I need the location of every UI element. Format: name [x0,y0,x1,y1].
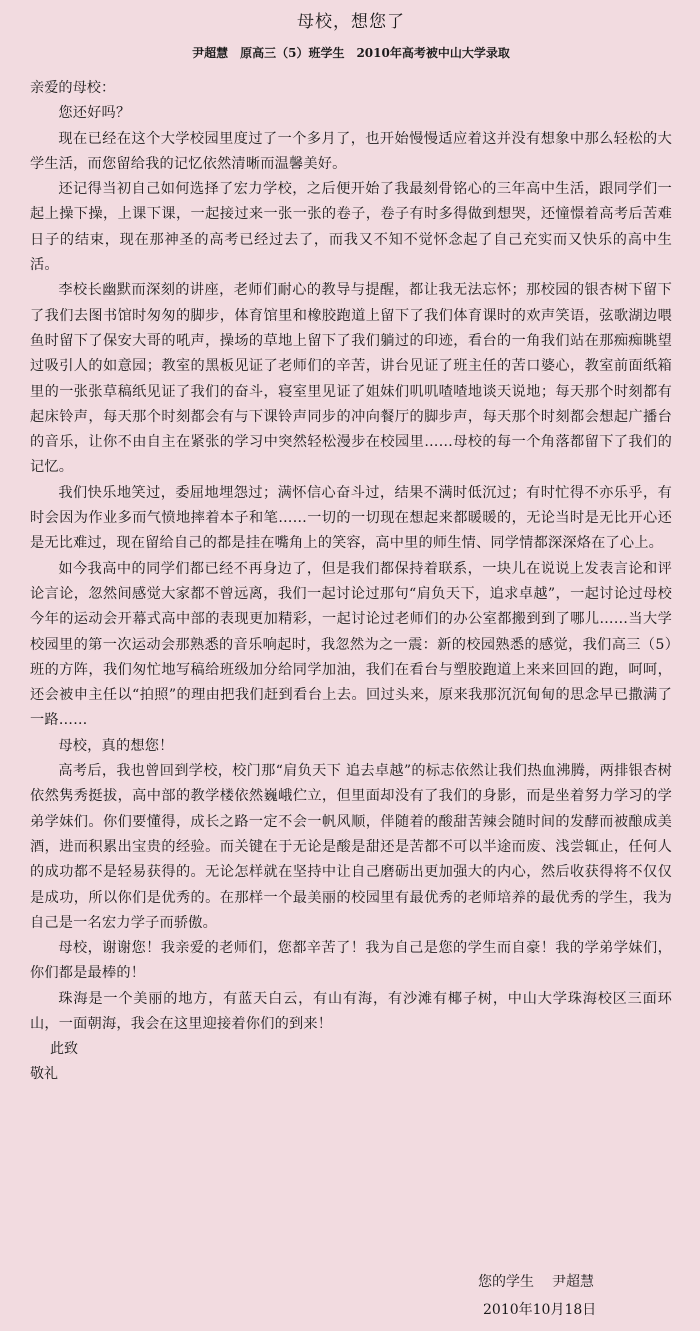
author-info: 尹超慧 原高三（5）班学生 2010年高考被中山大学录取 [192,46,510,60]
paragraph-7: 母校，真的想您！ [58,737,174,754]
closing-line-2: 敬礼 [30,1066,58,1083]
paragraph-5: 我们快乐地笑过，委屈地埋怨过；满怀信心奋斗过，结果不满时低沉过；有时忙得不亦乐乎，有时会因为作业多而气愤地摔着本子和笔……一切的一切现在想起来都暖暖的，无论当时是无比开心还是无比难过，现在留给自己的都是挂在嘴角上的笑容，高中里的师生情、同学情都深深烙在了心上。 [30,484,672,552]
paragraph-6: 如今我高中的同学们都已经不再身边了，但是我们都保持着联系，一块儿在说说上发表言论和评论言论，忽然间感觉大家都不曾远离，我们一起讨论过那句“肩负天下，追求卓越”，一起讨论过母校今年的运动会开幕式高中部的表现更加精彩，一起讨论过老师们的办公室都搬到到了哪儿……当大学校园里的第一次运动会那熟悉的音乐响起时，我忽然为之一震：新的校园熟悉的感觉，我们高三（5）班的方阵，我们匆忙地写稿给班级加分给同学加油，我们在看台与塑胶跑道上来来回回的跑，呵呵，还会被申主任以“拍照”的理由把我们赶到看台上去。回过头来，原来我那沉沉甸甸的思念早已撒满了一路…… [30,560,672,729]
letter-date: 2010年10月18日 [483,1302,597,1318]
salutation: 亲爱的母校： [30,80,116,96]
letter-title: 母校，想您了 [297,12,405,32]
paragraph-3: 还记得当初自己如何选择了宏力学校，之后便开始了我最刻骨铭心的三年高中生活，跟同学们一起上操下操，上课下课，一起接过来一张一张的卷子，卷子有时多得做到想哭，还憧憬着高考后苦难日子的结束，现在那神圣的高考已经过去了，而我又不知不觉怀念起了自己充实而又快乐的高中生活。 [30,181,672,274]
paragraph-9: 母校，谢谢您！我亲爱的老师们，您都辛苦了！我为自己是您的学生而自豪！我的学弟学妹们，你们都是最棒的！ [30,940,672,982]
closing-line-1: 此致 [50,1041,78,1058]
signature [478,1272,594,1292]
paragraph-1: 您还好吗？ [58,105,131,122]
paragraph-8: 高考后，我也曾回到学校，校门那“肩负天下 追去卓越”的标志依然让我们热血沸腾，两排银杏树依然隽秀挺拔，高中部的教学楼依然巍峨伫立，但里面却没有了我们的身影，而是坐着努力学习的学弟学妹们。你们要懂得，成长之路一定不会一帆风顺，伴随着的酸甜苦辣会随时间的发酵而被酿成美酒，进而积累出宝贵的经验。而关键在于无论是酸是甜还是苦都不可以半途而废、浅尝辄止，任何人的成功都不是轻易获得的。无论怎样就在坚持中让自己磨砺出更加强大的内心，然后收获得将不仅仅是成功，所以你们是优秀的。在那样一个最美丽的校园里有最优秀的老师培养的最优秀的学生，我为自己是一名宏力学子而骄傲。 [30,763,672,931]
signature-name: 尹超慧 [552,1274,594,1290]
paragraph-4: 李校长幽默而深刻的讲座，老师们耐心的教导与提醒，都让我无法忘怀；那校园的银杏树下留下了我们去图书馆时匆匆的脚步，体育馆里和橡胶跑道上留下了我们体育课时的欢声笑语，弦歌湖边喂鱼时留下了保安大哥的吼声，操场的草地上留下了我们躺过的印迹，看台的一角我们站在那痴痴眺望过吸引人的如意园；教室的黑板见证了老师们的辛苦，讲台见证了班主任的苦口婆心，教室前面纸箱里的一张张草稿纸见证了我们的奋斗，寝室里见证了姐妹们叽叽喳喳地谈天说地；每天那个时刻都有起床铃声，每天那个时刻都会有与下课铃声同步的冲向餐厅的脚步声，每天那个时刻都会想起广播台的音乐，让你不由自主在紧张的学习中突然轻松漫步在校园里……母校的每一个角落都留下了我们的记忆。 [30,282,672,476]
paragraph-2: 现在已经在这个大学校园里度过了一个多月了，也开始慢慢适应着这并没有想象中那么轻松的大学生活，而您留给我的记忆依然清晰而温馨美好。 [30,130,672,172]
signature-role: 您的学生 [478,1274,534,1290]
paragraph-10: 珠海是一个美丽的地方，有蓝天白云，有山有海，有沙滩有椰子树，中山大学珠海校区三面环山，一面朝海，我会在这里迎接着你们的到来！ [30,990,672,1032]
